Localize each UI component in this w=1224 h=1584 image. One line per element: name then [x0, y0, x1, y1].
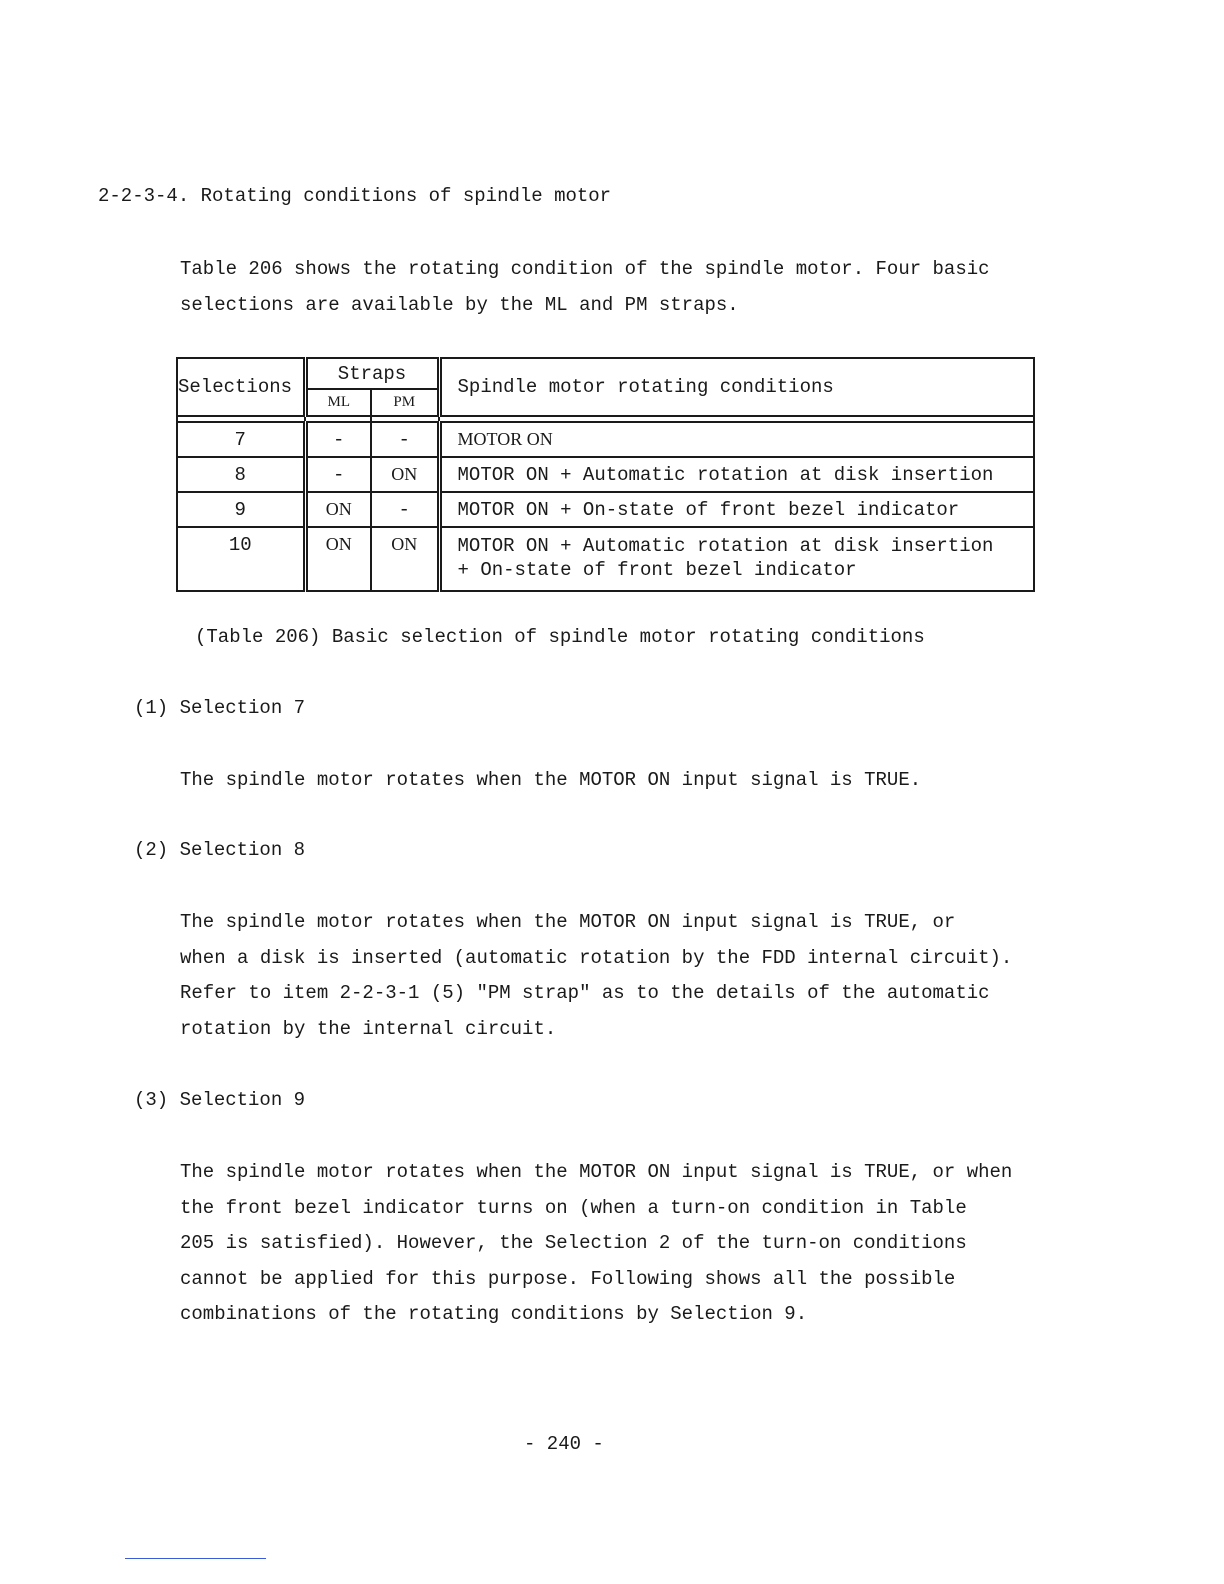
ml-cell: ON — [305, 527, 371, 591]
selection-cell: 7 — [177, 422, 305, 457]
header-straps: Straps — [305, 358, 439, 389]
spindle-conditions-table — [176, 357, 1035, 592]
item-line: the front bezel indicator turns on (when a turn-on condition in Table — [180, 1196, 967, 1219]
intro-paragraph — [180, 252, 1080, 323]
header-ml: ML — [305, 389, 371, 416]
condition-cell — [439, 527, 1034, 591]
selection-cell: 9 — [177, 492, 305, 527]
item-line: Refer to item 2-2-3-1 (5) "PM strap" as to the details of the automatic — [180, 982, 990, 1004]
pm-cell: - — [371, 422, 439, 457]
pm-cell: - — [371, 492, 439, 527]
header-pm: PM — [371, 389, 439, 416]
condition-line: + On-state of front bezel indicator — [457, 559, 857, 581]
section-heading: 2-2-3-4. Rotating conditions of spindle motor — [98, 185, 612, 207]
item-heading: (2) Selection 8 — [134, 839, 306, 861]
ml-cell: ON — [305, 492, 371, 527]
condition-cell: MOTOR ON + On-state of front bezel indicator — [439, 492, 1034, 527]
condition-cell: MOTOR ON + Automatic rotation at disk insertion — [439, 457, 1034, 492]
header-conditions: Spindle motor rotating conditions — [439, 358, 1034, 416]
item-paragraph — [180, 905, 1080, 1047]
condition-line: MOTOR ON + Automatic rotation at disk insertion — [457, 535, 994, 557]
table-caption: (Table 206) Basic selection of spindle motor rotating conditions — [195, 626, 925, 648]
item-line: The spindle motor rotates when the MOTOR ON input signal is TRUE, or — [180, 911, 956, 933]
item-heading: (1) Selection 7 — [134, 697, 306, 719]
item-line: when a disk is inserted (automatic rotation by the FDD internal circuit). — [180, 946, 1013, 969]
ml-cell: - — [305, 457, 371, 492]
item-paragraph — [180, 763, 1080, 799]
item-paragraph — [180, 1155, 1080, 1333]
footer-rule — [125, 1558, 266, 1559]
table-row — [177, 527, 1034, 591]
pm-cell: ON — [371, 527, 439, 591]
intro-line: selections are available by the ML and PM straps. — [180, 293, 739, 316]
table-row — [177, 492, 1034, 527]
page-number: - 240 - — [524, 1433, 604, 1455]
selection-cell: 10 — [177, 527, 305, 591]
item-line: rotation by the internal circuit. — [180, 1017, 557, 1040]
item-line: combinations of the rotating conditions by Selection 9. — [180, 1303, 808, 1325]
table-row — [177, 457, 1034, 492]
ml-cell: - — [305, 422, 371, 457]
item-line: cannot be applied for this purpose. Following shows all the possible — [180, 1267, 956, 1290]
table-row — [177, 422, 1034, 457]
item-heading: (3) Selection 9 — [134, 1089, 306, 1111]
item-line: The spindle motor rotates when the MOTOR ON input signal is TRUE. — [180, 769, 922, 791]
selection-cell: 8 — [177, 457, 305, 492]
pm-cell: ON — [371, 457, 439, 492]
header-selections: Selections — [177, 358, 305, 416]
condition-cell: MOTOR ON — [439, 422, 1034, 457]
item-line: 205 is satisfied). However, the Selection 2 of the turn-on conditions — [180, 1232, 967, 1254]
item-line: The spindle motor rotates when the MOTOR ON input signal is TRUE, or when — [180, 1161, 1013, 1183]
intro-line: Table 206 shows the rotating condition of the spindle motor. Four basic — [180, 258, 990, 280]
